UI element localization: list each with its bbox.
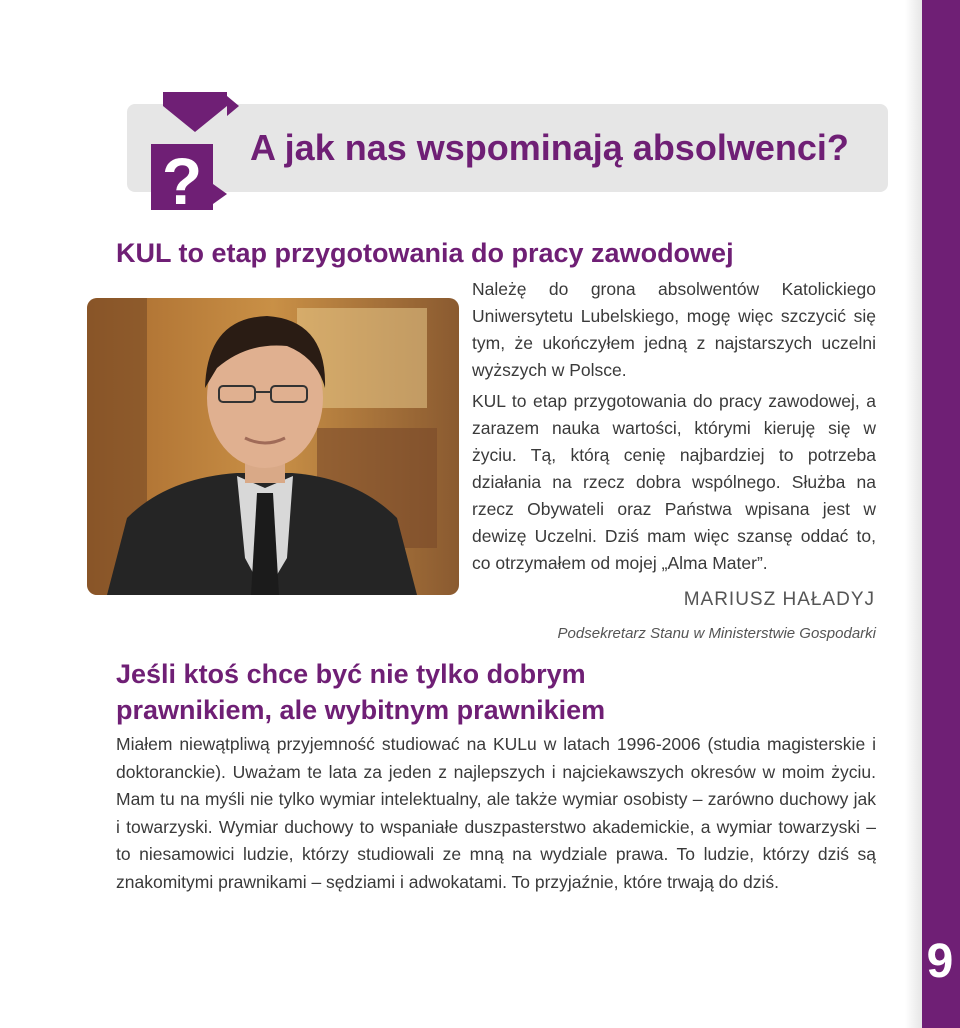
quote-text-1 [472, 276, 876, 581]
quote-text-2: Miałem niewątpliwą przyjemność studiować na KULu w latach 1996-2006 (studia magisterskie i doktoranckie). Uważam te lata za jeden z najlepszych i najciekawszych okresów w moim życiu. Mam tu na myśli nie tylko wymiar intelektualny, ale także wymiar osobisty – zarówno duchowy jak i towarzyski. Wymiar duchowy to wspaniałe duszpasterstwo akademickie, a wymiar towarzyski – to niesamowici ludzie, którzy studiowali ze mną na wydziale prawa. To ludzie, którzy dziś są znakomitymi prawnikami – sędziami i adwokatami. To przyjaźnie, które trwają do dziś. [116, 734, 876, 892]
question-mark-glyph: ? [161, 144, 203, 214]
page-edge-shadow [905, 0, 922, 1028]
portrait-photo [87, 298, 459, 595]
section-heading-2: Jeśli ktoś chce być nie tylko dobrym prawnikiem, ale wybitnym prawnikiem [116, 659, 606, 725]
quote-paragraph: Należę do grona absolwentów Katolickiego Uniwersytetu Lubelskiego, mogę więc szczycić się tym, że ukończyłem jedną z najstarszych uczelni wyższych w Polsce. [472, 279, 876, 380]
page-title: A jak nas wspominają absolwenci? [250, 127, 849, 168]
side-bar [922, 0, 960, 1028]
question-box-icon [149, 92, 241, 214]
author-role: Podsekretarz Stanu w Ministerstwie Gospodarki [557, 625, 876, 642]
section-heading-1: KUL to etap przygotowania do pracy zawodowej [116, 238, 734, 268]
quote-paragraph: KUL to etap przygotowania do pracy zawodowej, a zarazem nauka wartości, którymi kieruję się w życiu. Tą, którą cenię najbardziej to potrzeba działania na rzecz dobra wspólnego. Służba na rzecz Obywateli oraz Państwa wpisana jest w dewizę Uczelni. Dziś mam więc szansę oddać to, co otrzymałem od mojej „Alma Mater”. [472, 391, 876, 573]
page-number: 9 [926, 935, 954, 988]
author-name: MARIUSZ HAŁADYJ [683, 589, 875, 610]
